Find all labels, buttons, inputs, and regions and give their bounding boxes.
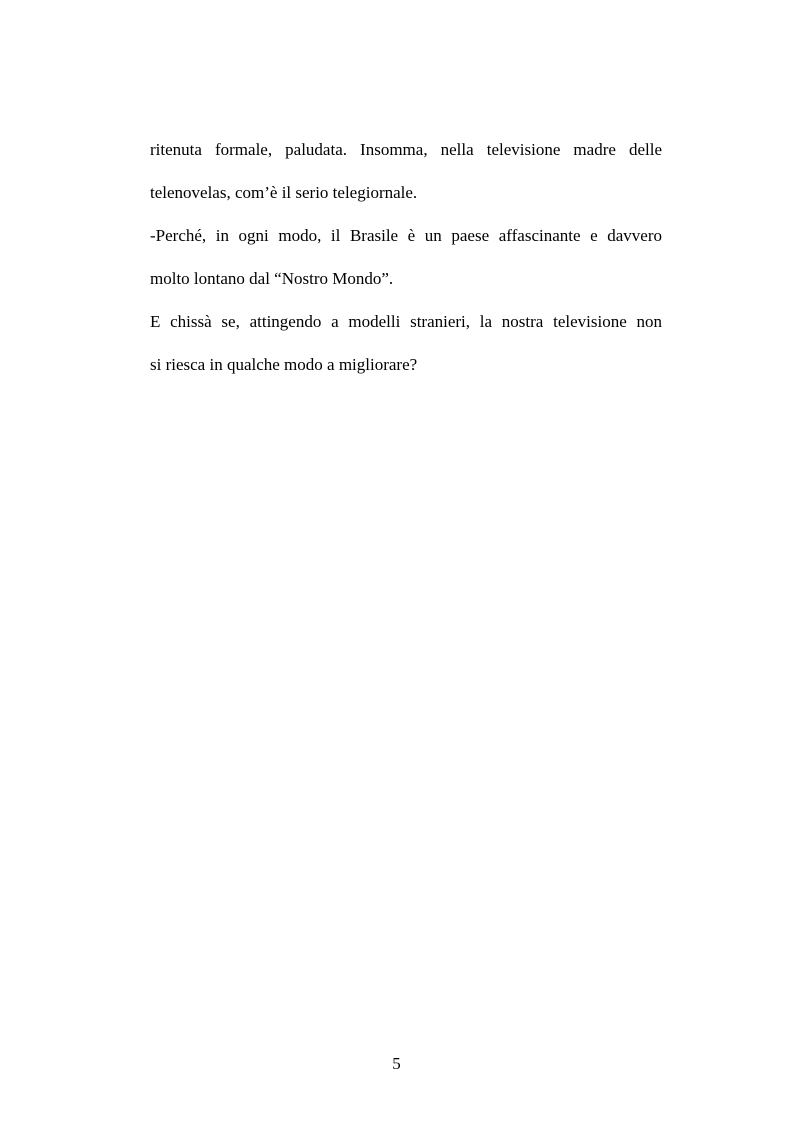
text-line: si riesca in qualche modo a migliorare?: [150, 355, 418, 374]
page-number: 5: [392, 1054, 401, 1073]
text-line: ritenuta formale, paludata. Insomma, nella televisione madre delle: [150, 140, 662, 159]
text-line: E chissà se, attingendo a modelli stranieri, la nostra televisione non: [150, 312, 662, 331]
text-line: -Perché, in ogni modo, il Brasile è un paese affascinante e davvero: [150, 226, 662, 245]
text-line: telenovelas, com’è il serio telegiornale.: [150, 183, 418, 202]
body-text: [150, 128, 662, 386]
text-line: molto lontano dal “Nostro Mondo”.: [150, 269, 394, 288]
